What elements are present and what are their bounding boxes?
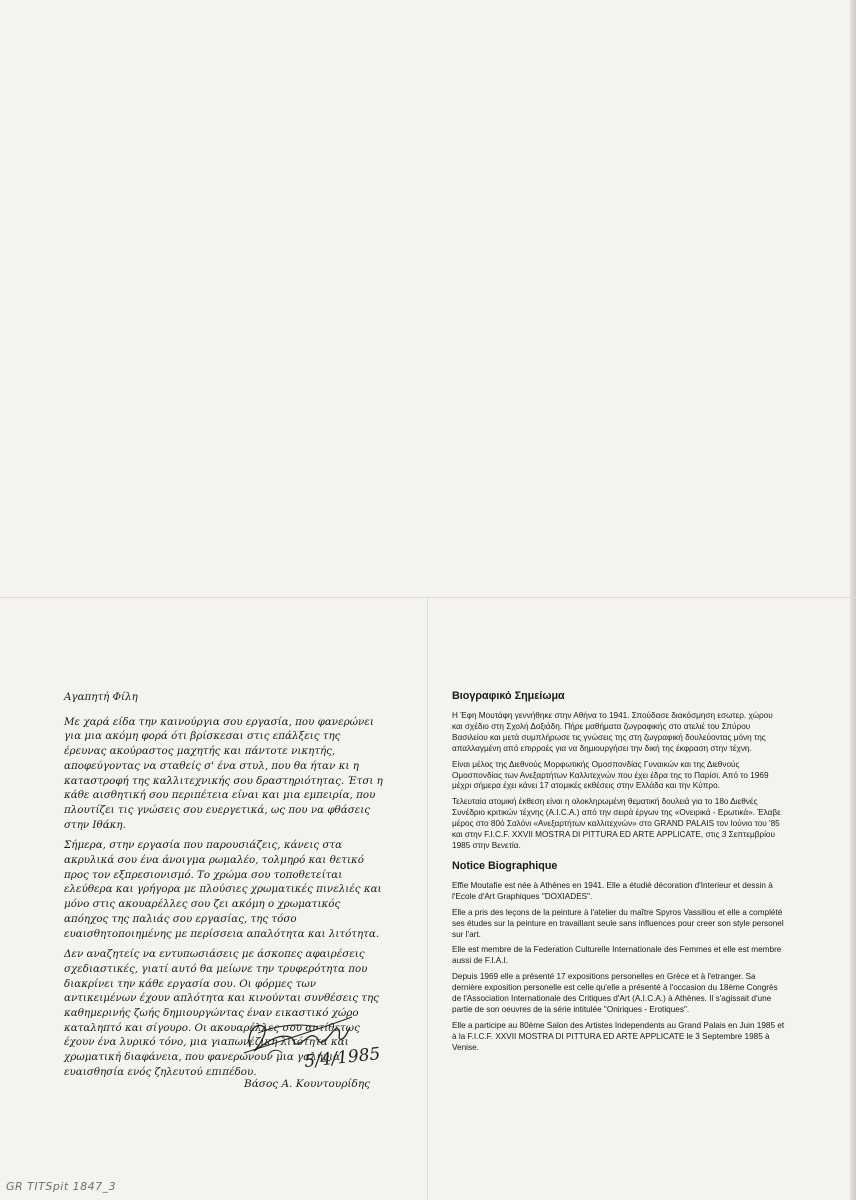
- handwritten-date-text: 5/4/1985: [303, 1044, 382, 1072]
- french-bio-paragraph-4: Depuis 1969 elle a présenté 17 expositions personelles en Grèce et à l'etranger. Sa dernière exposition personelle est celle qu'elle a présenté à l'occasion du 18ème Congrès de l'Association Internationale des Critiques d'Art (A.I.C.A.) à Athènes. Il s'agissait d'une partie de son oeuvres de la série intitulée "Oniriques - Erotiques".: [452, 971, 778, 1014]
- archive-reference-mark: GR TITSpit 1847_3: [6, 1180, 117, 1193]
- horizontal-fold-line: [0, 597, 856, 598]
- handwritten-date: [302, 1037, 382, 1073]
- vertical-fold-line: [427, 597, 428, 1200]
- greek-bio-heading: Βιογραφικό Σημείωμα: [452, 690, 565, 702]
- greek-bio-paragraph-2: Είναι μέλος της Διεθνούς Μορφωτικής Ομοσπονδίας Γυναικών και της Διεθνούς Ομοσπονδίας των Ανεξαρτήτων Καλλιτεχνών που έχει έδρα της το Παρίσι. Από το 1969 μέχρι σήμερα έχει κάνει 17 ατομικές εκθέσεις στην Ελλάδα και την Κύπρο.: [452, 758, 769, 791]
- greek-bio-paragraph-3: Τελευταία ατομική έκθεση είναι η ολοκληρωμένη θεματική δουλειά για το 18ο Διεθνές Συνέδριο κριτικών τέχνης (A.I.C.A.) από την σειρά έργων της «Ονειρικά - Ερωτικά». Έλαβε μέρος στο 80ό Σαλόνι «Ανεξαρτήτων καλλιτεχνών» στο GRAND PALAIS τον Ιούνιο του '85 και στην F.I.C.F. XXVII MOSTRA DI PITTURA ED ARTE APPLICATE, στις 3 Σεπτεμβρίου 1985 στην Βενετία.: [452, 796, 781, 850]
- biography-column: [452, 690, 785, 1058]
- french-bio-paragraph-3: Elle est membre de la Federation Culturelle Internationale des Femmes et elle est membre aussi de F.I.A.I.: [452, 944, 782, 966]
- letter-paragraph-3: Δεν αναζητείς να εντυπωσιάσεις με άσκοπες αφαιρέσεις σχεδιαστικές, γιατί αυτό θα μείωνε την τρυφερότητα που διακρίνει την κάθε εργασία σου. Οι φόρμες των αντικειμένων έχουν απλότητα και κινούνται συνθέσεις της καθημερινής ζωής δημιουργώντας έναν εικαστικό χώρο καταληπτό και σίγουρο. Οι ακουαρέλλες σου αντίθετως έχουν ένα λυρικό τόνο, μια γιαπωνέζικη λιτότητα και χρωματική διαφάνεια, που φανερώνουν μια γαλήνια ευαισθησία ενός ζηλευτού επιπέδου.: [64, 948, 379, 1078]
- letter-paragraph-1: Με χαρά είδα την καινούργια σου εργασία, που φανερώνει για μια ακόμη φορά ότι βρίσκεσαι στις επάλξεις της έρευνας ακούραστος μαχητής και πάντοτε νικητής, αποφεύγοντας να σταθείς σ' ένα στυλ, που θα ήταν κι η καταστροφή της καλλιτεχνικής σου δραστηριότητας. Έτσι η κάθε αισθητική σου περιπέτεια είναι και μια εμπειρία, που πλουτίζει τις γνώσεις σου ευεργετικά, ως που να φθάσεις στην Ιθάκη.: [64, 715, 383, 831]
- page-edge-shadow: [850, 0, 856, 1200]
- signer-name: Βάσος Α. Κουντουρίδης: [244, 1078, 370, 1090]
- greek-bio-paragraph-1: Η Έφη Μουτάφη γεννήθηκε στην Αθήνα το 1941. Σπούδασε διακόσμηση εσωτερ. χώρου και σχέδιο στη Σχολή Δοξιάδη. Πήρε μαθήματα ζωγραφικής στο ατελιέ του Σπύρου Βασιλείου και μετά συμπλήρωσε τις γνώσεις της στη ζωγραφική δουλεύοντας μόνη της απαλλαγμένη από επιρροές για να δημιουργήσει την δική της έκφραση στην τέχνη.: [452, 710, 773, 753]
- french-bio-paragraph-1: Effie Moutafie est née à Athènes en 1941. Elle a étudié décoration d'Interieur et dessin à l'Ecole d'Art Graphiques "DOXIADES".: [452, 879, 773, 901]
- letter-salutation: Αγαπητή Φίλη: [64, 691, 138, 703]
- french-bio-paragraph-5: Elle a participe au 80ème Salon des Artistes Independents au Grand Palais en Juin 1985 et à la F.I.C.F. XXVII MOSTRA DI PITTURA ED ARTE APPLICATE le 3 Septembre 1985 à Venise.: [452, 1019, 785, 1052]
- french-bio-paragraph-2: Elle a pris des leçons de la peinture à l'atelier du maître Spyros Vassiliou et elle a complété ses études sur la peinture en travaillant seule sans influences pour creer son style personel sur l'art.: [452, 906, 784, 939]
- letter-paragraph-2: Σήμερα, στην εργασία που παρουσιάζεις, κάνεις στα ακρυλικά σου ένα άνοιγμα ρωμαλέο, τολμηρό και θετικό προς τον εξπρεσιονισμό. Το χρώμα σου τοποθετείται ελεύθερα και γρήγορα με πλούσιες χρωματικές πινελιές και μόνο στις ακουαρέλλες σου ζει ακόμη ο χρωματικός απόηχος της παλιάς σου εργασίας, της τόσο ευαισθητοποιημένης με περίσσεια απαλότητα και λιτότητα.: [64, 839, 382, 940]
- french-bio-heading: Notice Biographique: [452, 859, 558, 872]
